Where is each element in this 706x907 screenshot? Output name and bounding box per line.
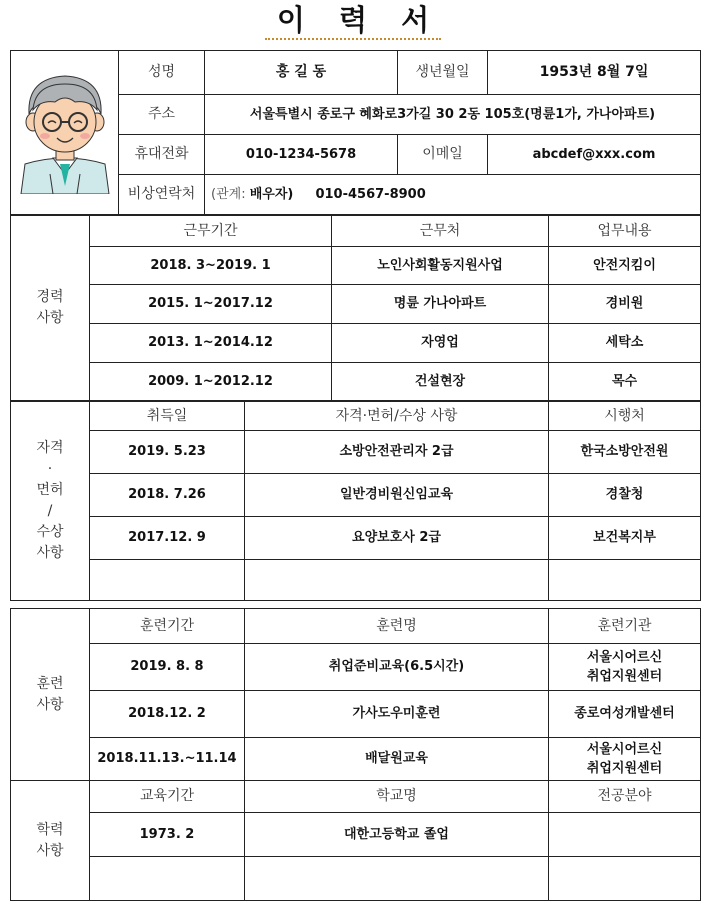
license-column-header: 취득일 bbox=[90, 402, 245, 431]
license-section-label: 자격 · 면허 / 수상 사항 bbox=[11, 402, 90, 601]
career-cell: 2009. 1~2012.12 bbox=[90, 363, 332, 401]
training-cell: 서울시어르신 취업지원센터 bbox=[549, 738, 701, 781]
license-cell: 일반경비원신임교육 bbox=[245, 474, 549, 517]
address-label: 주소 bbox=[119, 95, 205, 135]
career-row bbox=[11, 285, 701, 324]
education-cell bbox=[549, 813, 701, 857]
career-cell: 목수 bbox=[549, 363, 701, 401]
training-cell: 배달원교육 bbox=[245, 738, 549, 781]
education-row bbox=[11, 813, 701, 857]
career-section-label: 경력 사항 bbox=[11, 216, 90, 401]
birth-value: 1953년 8월 7일 bbox=[488, 51, 701, 95]
license-cell bbox=[90, 560, 245, 601]
training-cell: 취업준비교육(6.5시간) bbox=[245, 644, 549, 691]
emergency-label: 비상연락처 bbox=[119, 175, 205, 215]
emergency-relation-prefix: (관계: bbox=[211, 186, 250, 202]
license-row bbox=[11, 517, 701, 560]
career-column-header: 업무내용 bbox=[549, 216, 701, 247]
document-title bbox=[0, 0, 706, 40]
career-cell: 2018. 3~2019. 1 bbox=[90, 247, 332, 285]
career-cell: 노인사회활동지원사업 bbox=[332, 247, 549, 285]
education-cell: 1973. 2 bbox=[90, 813, 245, 857]
career-cell: 경비원 bbox=[549, 285, 701, 324]
phone-value: 010-1234-5678 bbox=[205, 135, 398, 175]
career-cell: 세탁소 bbox=[549, 324, 701, 363]
training-column-header: 훈련기간 bbox=[90, 609, 245, 644]
education-table bbox=[10, 780, 701, 901]
career-cell: 명륜 가나아파트 bbox=[332, 285, 549, 324]
career-cell: 2015. 1~2017.12 bbox=[90, 285, 332, 324]
training-cell: 가사도우미훈련 bbox=[245, 691, 549, 738]
training-section-label: 훈련 사항 bbox=[11, 609, 90, 781]
career-table bbox=[10, 215, 701, 401]
career-cell: 건설현장 bbox=[332, 363, 549, 401]
phone-label: 휴대전화 bbox=[119, 135, 205, 175]
career-column-header: 근무기간 bbox=[90, 216, 332, 247]
license-row bbox=[11, 560, 701, 601]
career-cell: 안전지킴이 bbox=[549, 247, 701, 285]
training-row bbox=[11, 644, 701, 691]
birth-label: 생년월일 bbox=[398, 51, 488, 95]
education-row bbox=[11, 857, 701, 901]
name-value: 홍 길 동 bbox=[205, 51, 398, 95]
address-value: 서울특별시 종로구 혜화로3가길 30 2동 105호(명륜1가, 가나아파트) bbox=[205, 95, 701, 135]
license-table bbox=[10, 401, 701, 601]
career-cell: 자영업 bbox=[332, 324, 549, 363]
license-cell: 보건복지부 bbox=[549, 517, 701, 560]
emergency-contact bbox=[205, 175, 701, 215]
license-cell: 요양보호사 2급 bbox=[245, 517, 549, 560]
license-row bbox=[11, 431, 701, 474]
license-column-header: 시행처 bbox=[549, 402, 701, 431]
career-header-row bbox=[11, 216, 701, 247]
career-cell: 2013. 1~2014.12 bbox=[90, 324, 332, 363]
emergency-phone: 010-4567-8900 bbox=[315, 186, 426, 202]
license-cell: 2018. 7.26 bbox=[90, 474, 245, 517]
career-row bbox=[11, 324, 701, 363]
training-cell: 2018.11.13.~11.14 bbox=[90, 738, 245, 781]
title-text: 이 력 서 bbox=[265, 3, 441, 40]
training-row bbox=[11, 691, 701, 738]
career-row bbox=[11, 363, 701, 401]
training-cell: 2019. 8. 8 bbox=[90, 644, 245, 691]
license-row bbox=[11, 474, 701, 517]
license-cell bbox=[245, 560, 549, 601]
education-cell bbox=[549, 857, 701, 901]
license-cell bbox=[549, 560, 701, 601]
training-column-header: 훈련기관 bbox=[549, 609, 701, 644]
education-column-header: 교육기간 bbox=[90, 781, 245, 813]
license-cell: 한국소방안전원 bbox=[549, 431, 701, 474]
license-cell: 2017.12. 9 bbox=[90, 517, 245, 560]
training-row bbox=[11, 738, 701, 781]
career-row bbox=[11, 247, 701, 285]
profile-photo bbox=[11, 51, 119, 215]
training-table bbox=[10, 608, 701, 781]
name-label: 성명 bbox=[119, 51, 205, 95]
education-header-row bbox=[11, 781, 701, 813]
training-cell: 서울시어르신 취업지원센터 bbox=[549, 644, 701, 691]
education-column-header: 학교명 bbox=[245, 781, 549, 813]
personal-info-table bbox=[10, 50, 701, 215]
license-cell: 2019. 5.23 bbox=[90, 431, 245, 474]
license-column-header: 자격·면허/수상 사항 bbox=[245, 402, 549, 431]
education-cell bbox=[90, 857, 245, 901]
training-cell: 종로여성개발센터 bbox=[549, 691, 701, 738]
education-cell: 대한고등학교 졸업 bbox=[245, 813, 549, 857]
license-header-row bbox=[11, 402, 701, 431]
license-cell: 소방안전관리자 2급 bbox=[245, 431, 549, 474]
education-column-header: 전공분야 bbox=[549, 781, 701, 813]
email-label: 이메일 bbox=[398, 135, 488, 175]
training-column-header: 훈련명 bbox=[245, 609, 549, 644]
elderly-man-avatar-icon bbox=[15, 64, 115, 194]
training-header-row bbox=[11, 609, 701, 644]
education-cell bbox=[245, 857, 549, 901]
license-cell: 경찰청 bbox=[549, 474, 701, 517]
emergency-relation: 배우자) bbox=[249, 186, 294, 202]
education-section-label: 학력 사항 bbox=[11, 781, 90, 901]
career-column-header: 근무처 bbox=[332, 216, 549, 247]
email-value: abcdef@xxx.com bbox=[488, 135, 701, 175]
training-cell: 2018.12. 2 bbox=[90, 691, 245, 738]
